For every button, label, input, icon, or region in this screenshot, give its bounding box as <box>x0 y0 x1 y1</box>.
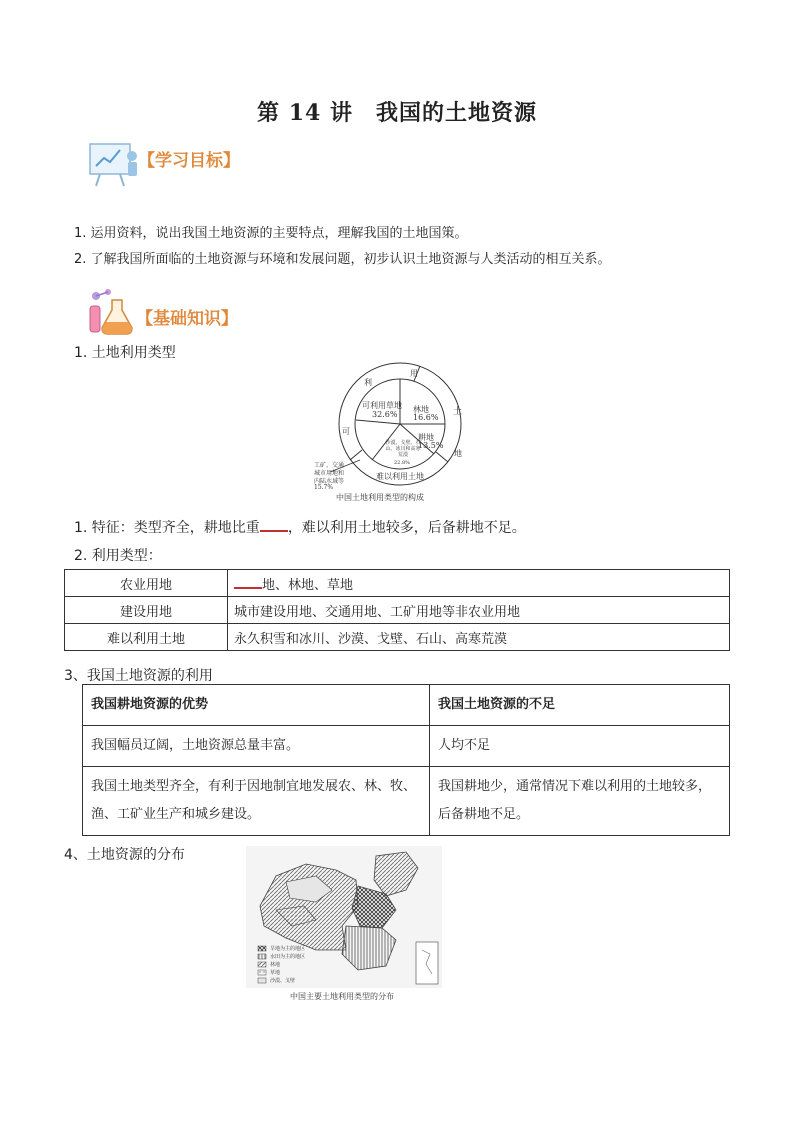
feature-suffix: ，难以利用土地较多，后备耕地不足。 <box>287 520 526 536</box>
use-desc-cell: 城市建设用地、交通用地、工矿用地等非农业用地 <box>228 597 730 624</box>
use-desc-cell: 永久积雪和冰川、沙漠、戈壁、石山、高寒荒漠 <box>228 624 730 651</box>
legend-desert: 沙漠、戈壁 <box>270 978 296 984</box>
use-type-cell: 建设用地 <box>65 597 228 624</box>
agri-blank[interactable] <box>234 575 262 589</box>
pie-outer-yong: 用 <box>410 369 418 378</box>
legend-paddy: 水田为主的地区 <box>270 954 306 960</box>
shortage-cell: 我国耕地少，通常情况下难以利用的土地较多，后备耕地不足。 <box>430 767 730 836</box>
table-row <box>65 624 730 651</box>
item-3-heading: 3、我国土地资源的利用 <box>64 668 213 684</box>
legend-grassland: 草地 <box>270 970 281 976</box>
pie-callout-line2: 城市用地和 <box>314 470 345 477</box>
item-4-heading: 4、土地资源的分布 <box>64 847 185 863</box>
pie-slice-grassland-label: 可利用草地 <box>362 401 402 410</box>
feature-prefix: 1. 特征：类型齐全，耕地比重 <box>74 520 260 536</box>
pie-slice-unusable-label: 难以利用土地 <box>376 472 424 481</box>
use-type-cell: 农业用地 <box>65 570 228 597</box>
legend-forest: 林地 <box>270 962 281 968</box>
table-header-row <box>83 685 730 726</box>
pie-callout-line4: 15.7% <box>314 484 334 491</box>
table-row <box>65 597 730 624</box>
pie-slice-forest-label: 林地 <box>413 405 429 414</box>
pie-callout-line3: 内陆水域等 <box>314 478 345 485</box>
legend-dry-farmland: 旱地为主的地区 <box>270 946 306 952</box>
pie-outer-li: 利 <box>364 378 372 387</box>
section-basic-knowledge <box>86 288 266 336</box>
use-type-cell: 难以利用土地 <box>65 624 228 651</box>
pie-slice-forest-value: 16.6% <box>413 413 439 422</box>
feature-blank[interactable] <box>260 518 288 532</box>
pie-outer-ke: 可 <box>342 427 350 436</box>
pie-slice-farmland-value: 13.5% <box>418 441 444 450</box>
land-use-table <box>64 569 730 651</box>
pie-outer-tu: 土 <box>453 407 463 417</box>
objective-2: 2. 了解我国所面临的土地资源与环境和发展问题，初步认识土地资源与人类活动的相互关系。 <box>74 252 611 267</box>
section-learning-goals <box>88 138 268 188</box>
pie-slice-desert-label: 沙漠、戈壁、石山、冰川和高寒荒漠 <box>385 440 421 458</box>
advantage-cell: 我国幅员辽阔，土地资源总量丰富。 <box>83 726 430 767</box>
agri-desc: 地、林地、草地 <box>262 577 354 593</box>
pie-callout-line1: 工矿、交通 <box>314 462 345 469</box>
land-use-pie-figure <box>300 360 500 510</box>
shortage-cell: 人均不足 <box>430 726 730 767</box>
pie-slice-desert-value: 22.8% <box>394 460 410 466</box>
section-learning-goals-label: 【学习目标】 <box>138 151 240 171</box>
flask-icon <box>86 288 136 336</box>
teaching-board-icon <box>88 138 140 188</box>
page-title: 第 14 讲 我国的土地资源 <box>257 100 537 126</box>
table-row <box>83 767 730 836</box>
pie-outer-di: 地 <box>454 449 462 458</box>
use-desc-cell <box>228 570 730 597</box>
land-distribution-map-figure <box>246 846 442 1006</box>
item-1-heading: 1. 土地利用类型 <box>74 345 176 361</box>
table-row <box>65 570 730 597</box>
table-row <box>83 726 730 767</box>
section-basic-knowledge-label: 【基础知识】 <box>136 309 238 329</box>
pie-slice-grassland-value: 32.6% <box>372 410 398 419</box>
header-advantage: 我国耕地资源的优势 <box>83 685 430 726</box>
header-shortage: 我国土地资源的不足 <box>430 685 730 726</box>
pie-slice-farmland-label: 耕地 <box>418 433 434 442</box>
pie-caption: 中国土地利用类型的构成 <box>336 493 424 502</box>
item-2-heading: 2. 利用类型： <box>74 548 162 564</box>
advantage-cell: 我国土地类型齐全，有利于因地制宜地发展农、林、牧、渔、工矿业生产和城乡建设。 <box>83 767 430 836</box>
objective-1: 1. 运用资料，说出我国土地资源的主要特点，理解我国的土地国策。 <box>74 226 468 241</box>
feature-line <box>74 517 526 537</box>
map-caption: 中国主要土地利用类型的分布 <box>290 992 394 1001</box>
land-compare-table <box>82 684 730 836</box>
